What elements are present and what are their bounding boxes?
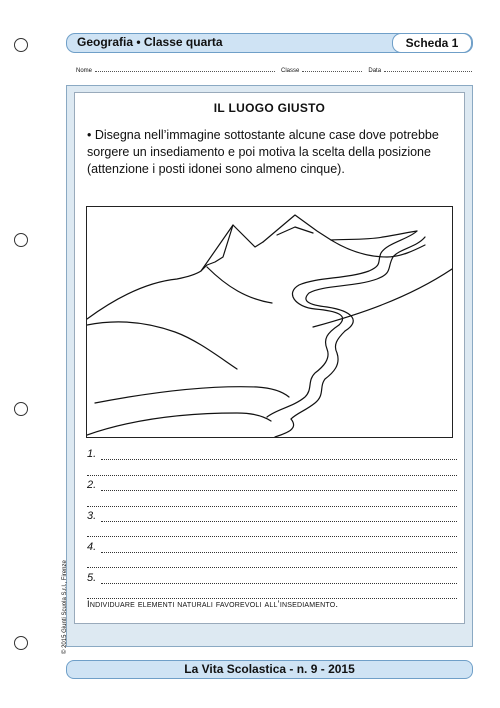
name-field[interactable] bbox=[95, 67, 275, 72]
binder-hole-upper bbox=[14, 233, 28, 247]
exercise-sheet bbox=[74, 92, 465, 624]
answer-line-continued[interactable] bbox=[87, 584, 457, 599]
answer-number: 5. bbox=[87, 571, 97, 584]
answer-line-continued[interactable] bbox=[87, 460, 457, 475]
mountain-left-outline bbox=[87, 225, 263, 319]
binder-hole-bottom bbox=[14, 636, 28, 650]
answer-field[interactable] bbox=[101, 574, 457, 584]
valley-slope-right bbox=[331, 240, 425, 257]
subject-label: Geografia • Classe quarta bbox=[77, 35, 223, 49]
answer-number: 3. bbox=[87, 509, 97, 522]
mountain-right-outline bbox=[263, 215, 417, 242]
answer-line[interactable] bbox=[87, 445, 457, 460]
answer-number: 4. bbox=[87, 540, 97, 553]
answer-field[interactable] bbox=[101, 543, 457, 553]
mountain-right-inner bbox=[277, 227, 313, 235]
answer-line-continued[interactable] bbox=[87, 553, 457, 568]
date-label: Data bbox=[368, 68, 382, 74]
answer-field-continued[interactable] bbox=[87, 466, 457, 476]
answer-number: 1. bbox=[87, 448, 97, 461]
landscape-drawing[interactable] bbox=[86, 206, 453, 438]
valley-slope-left bbox=[207, 267, 272, 303]
plain-bank-left-low bbox=[87, 413, 271, 435]
answer-number: 2. bbox=[87, 479, 97, 492]
answer-line-continued[interactable] bbox=[87, 522, 457, 537]
answer-line-continued[interactable] bbox=[87, 491, 457, 506]
footer-bar: La Vita Scolastica - n. 9 - 2015 bbox=[66, 660, 473, 679]
answer-line[interactable] bbox=[87, 476, 457, 491]
plain-bank-left bbox=[95, 387, 289, 403]
answer-line[interactable] bbox=[87, 568, 457, 583]
exercise-title: IL LUOGO GIUSTO bbox=[213, 101, 326, 115]
answer-field[interactable] bbox=[101, 512, 457, 522]
answer-line[interactable] bbox=[87, 507, 457, 522]
exercise-footnote: Individuare elementi naturali favorevoli all’insediamento. bbox=[87, 599, 339, 610]
answer-field[interactable] bbox=[101, 450, 457, 460]
binder-hole-top bbox=[14, 38, 28, 52]
river-upper-bank-a bbox=[292, 231, 417, 325]
plain-bank-right bbox=[275, 419, 294, 437]
date-field[interactable] bbox=[384, 67, 472, 72]
river-lower-bank-a bbox=[267, 325, 339, 417]
class-label: Classe bbox=[281, 68, 300, 74]
answer-field[interactable] bbox=[101, 481, 457, 491]
answer-field-continued[interactable] bbox=[87, 558, 457, 568]
hill-left bbox=[87, 322, 237, 369]
river-upper-bank-b bbox=[306, 237, 425, 331]
river-lower-bank-b bbox=[291, 331, 345, 419]
answer-line[interactable] bbox=[87, 537, 457, 552]
answer-field-continued[interactable] bbox=[87, 589, 457, 599]
answer-field-continued[interactable] bbox=[87, 497, 457, 507]
class-field[interactable] bbox=[302, 67, 362, 72]
name-label: Nome bbox=[76, 68, 93, 74]
exercise-instruction: • Disegna nell’immagine sottostante alcune case dove potrebbe sorgere un insediamento e poi motiva la scelta della posizione (attenzione i posti idonei sono almeno cinque). bbox=[87, 128, 439, 176]
student-info-line bbox=[76, 67, 472, 74]
header-bar bbox=[66, 33, 473, 53]
sheet-badge: Scheda 1 bbox=[392, 33, 472, 53]
binder-hole-lower bbox=[14, 402, 28, 416]
answer-field-continued[interactable] bbox=[87, 527, 457, 537]
answer-lines bbox=[87, 445, 457, 599]
copyright-note: © 2015 Giunti Scuola S.r.l., Firenze bbox=[62, 560, 68, 654]
